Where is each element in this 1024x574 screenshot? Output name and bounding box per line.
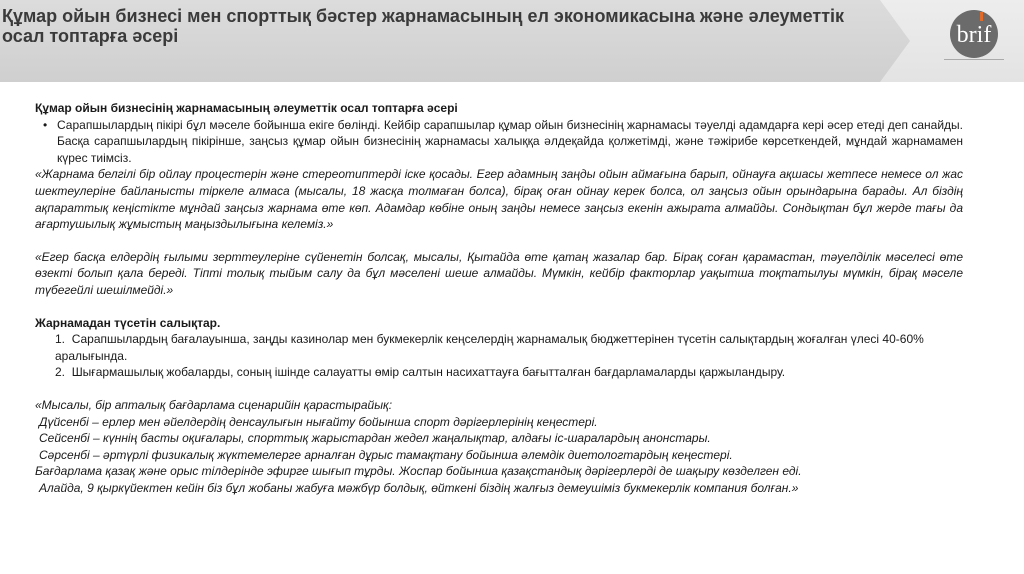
quote-paragraph-1: «Жарнама белгілі бір ойлау процестерін және стереотиптерді іске қосады. Егер адамның заңды ойын аймағына барып, ойнауға ақшасы жетпесе немесе ол жас шектеулеріне байланысты тіркеле алмаса (мысалы, 18 жасқа толмаған болса), бірақ оған ойнау керек болса, ол заңсыз ойын орындарына барады. Ал біздің ақпараттық кеңістікте мұндай заңсыз жарнама өте көп. Адамдар көбіне оның заңды немесе заңсыз екенін ажырата алмайды. Сондықтан бұл жерде тағы да ағартушылық жұмыстың маңыздылығына келеміз.» xyxy=(35,167,963,232)
schedule-line: Алайда, 9 қыркүйектен кейін біз бұл жобаны жабуға мәжбүр болдық, өйткені біздің жалғыз демеушіміз букмекерлік компания болған.» xyxy=(39,480,799,495)
logo-text: brif xyxy=(956,22,992,48)
bullet-dot-icon: • xyxy=(43,117,48,132)
section-heading-social: Құмар ойын бизнесінің жарнамасының әлеуметтік осал топтарға әсері xyxy=(35,101,458,115)
brif-logo xyxy=(936,8,1012,64)
brif-logo-icon xyxy=(936,8,1012,64)
item-text: Шығармашылық жобаларды, соның ішінде салауатты өмір салтын насихаттауға бағытталған бағдарламаларды қаржыландыру. xyxy=(71,365,786,380)
schedule-line: Дүйсенбі – ерлер мен әйелдердің денсаулығын нығайту бойынша спорт дәрігерлерінің кеңестері. xyxy=(39,414,598,429)
section-heading-taxes: Жарнамадан түсетін салықтар. xyxy=(35,315,221,330)
item-number: 1. xyxy=(55,332,66,347)
bullet-item xyxy=(35,117,963,167)
numbered-item xyxy=(35,364,963,381)
slide-content xyxy=(35,100,963,496)
item-number: 2. xyxy=(55,365,66,380)
schedule-line: Сейсенбі – күннің басты оқиғалары, спорттық жарыстардан жедел жаңалықтар, алдағы іс-шаралардың анонстары. xyxy=(39,431,711,446)
slide-title: Құмар ойын бизнесі мен спорттық бәстер жарнамасының ел экономикасына және әлеуметтік осал топтарға әсері xyxy=(2,6,845,46)
bullet-text: Сарапшылардың пікірі бұл мәселе бойынша екіге бөлінді. Кейбір сарапшылар құмар ойын бизнесінің жарнамасы тәуелді адамдарға кері әсер етеді деп санайды. Басқа сарапшылардың пікірінше, заңсыз құмар ойын бизнесінің жарнамасы халыққа әлдеқайда қолжетімді, және тәжірибе көрсеткендей, мұндай жарнамамен күрес тиімсіз. xyxy=(57,117,963,165)
item-text: Сарапшылардың бағалауынша, заңды казинолар мен букмекерлік кеңселердің жарнамалық бюджеттерінен түсетін салықтардың жоғалған үлесі 40-60% аралығында. xyxy=(55,332,924,363)
schedule-line: Бағдарлама қазақ және орыс тілдерінде эфирге шығып тұрды. Жоспар бойынша қазақстандық дәрігерлерді де шақыру көзделген еді. xyxy=(35,464,802,479)
numbered-item xyxy=(35,331,963,364)
schedule-line: Сәрсенбі – әртүрлі физикалық жүктемелерге арналған дұрыс тамақтану бойынша әлемдік диетологтардың кеңестері. xyxy=(39,447,733,462)
schedule-intro: «Мысалы, бір апталық бағдарлама сценарийін қарастырайық: xyxy=(35,397,393,412)
quote-paragraph-2: «Егер басқа елдердің ғылыми зерттеулеріне сүйенетін болсақ, мысалы, Қытайда өте қатаң жазалар бар. Бірақ соған қарамастан, тәуелділік мәселесі өте өзекті болып қала береді. Тіпті толық тыйым салу да бұл мәселені шеше алмайды. Мүмкін, кейбір факторлар уақытша тоқтатылуы мүмкін, бірақ мәселе түбегейлі шешілмейді.» xyxy=(35,249,963,297)
